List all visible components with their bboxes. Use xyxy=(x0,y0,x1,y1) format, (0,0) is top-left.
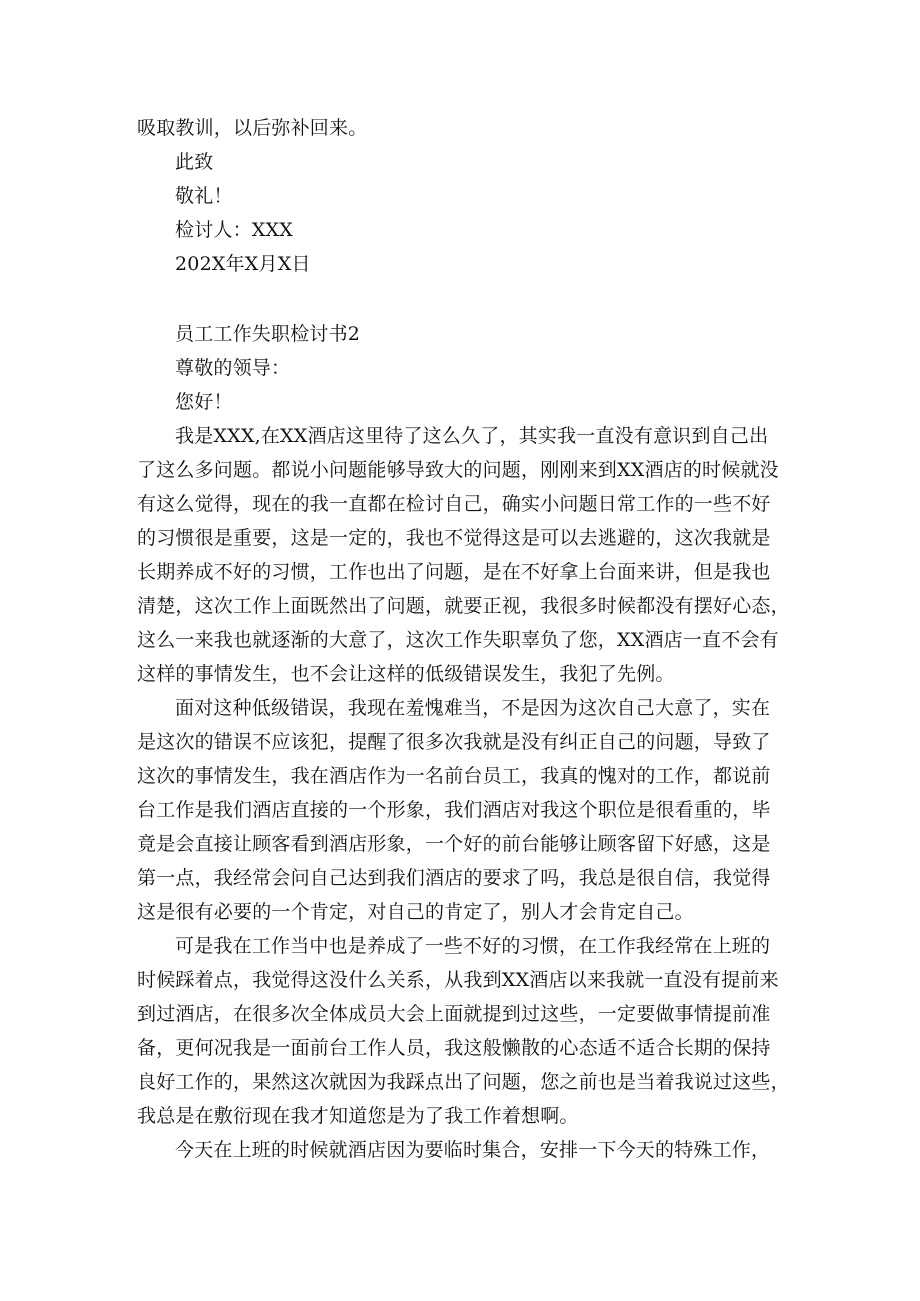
section-title: 员工工作失职检讨书2 xyxy=(175,323,361,345)
paragraph-2-line-3: 这次的事情发生，我在酒店作为一名前台员工，我真的愧对的工作，都说前 xyxy=(137,765,771,787)
paragraph-1-line-8: 这样的事情发生，也不会让这样的低级错误发生，我犯了先例。 xyxy=(137,663,675,685)
closing-line-1: 吸取教训，以后弥补回来。 xyxy=(137,117,368,139)
closing-line-3: 敬礼！ xyxy=(175,185,233,207)
paragraph-3-line-1: 可是我在工作当中也是养成了一些不好的习惯，在工作我经常在上班的 xyxy=(175,935,771,957)
signature-line: 检讨人：XXX xyxy=(175,219,293,241)
paragraph-2-line-6: 第一点，我经常会问自己达到我们酒店的要求了吗，我总是很自信，我觉得 xyxy=(137,867,771,889)
paragraph-3-line-5: 良好工作的，果然这次就因为我踩点出了问题，您之前也是当着我说过这些， xyxy=(137,1071,790,1093)
salutation: 尊敬的领导： xyxy=(175,357,291,379)
closing-line-2: 此致 xyxy=(175,151,214,173)
paragraph-3-line-2: 时候踩着点，我觉得这没什么关系，从我到XX酒店以来我就一直没有提前来 xyxy=(137,969,779,991)
paragraph-1-line-1: 我是XXX,在XX酒店这里待了这么久了，其实我一直没有意识到自己出 xyxy=(175,425,769,447)
paragraph-1-line-3: 有这么觉得，现在的我一直都在检讨自己，确实小问题日常工作的一些不好 xyxy=(137,493,771,515)
paragraph-2-line-4: 台工作是我们酒店直接的一个形象，我们酒店对我这个职位是很看重的，毕 xyxy=(137,799,771,821)
paragraph-1-line-6: 清楚，这次工作上面既然出了问题，就要正视，我很多时候都没有摆好心态， xyxy=(137,595,790,617)
paragraph-3-line-4: 备，更何况我是一面前台工作人员，我这般懒散的心态适不适合长期的保持 xyxy=(137,1037,771,1059)
paragraph-1-line-5: 长期养成不好的习惯，工作也出了问题，是在不好拿上台面来讲，但是我也 xyxy=(137,561,771,583)
greeting: 您好！ xyxy=(175,391,233,413)
paragraph-1-line-2: 了这么多问题。都说小问题能够导致大的问题，刚刚来到XX酒店的时候就没 xyxy=(137,459,779,481)
paragraph-4-line-1: 今天在上班的时候就酒店因为要临时集合，安排一下今天的特殊工作， xyxy=(175,1139,771,1161)
paragraph-3-line-6: 我总是在敷衍现在我才知道您是为了我工作着想啊。 xyxy=(137,1105,579,1127)
paragraph-1-line-7: 这么一来我也就逐渐的大意了，这次工作失职辜负了您，XX酒店一直不会有 xyxy=(137,629,779,651)
paragraph-2-line-5: 竟是会直接让顾客看到酒店形象，一个好的前台能够让顾客留下好感，这是 xyxy=(137,833,771,855)
paragraph-2-line-2: 是这次的错误不应该犯，提醒了很多次我就是没有纠正自己的问题，导致了 xyxy=(137,731,771,753)
paragraph-3-line-3: 到过酒店，在很多次全体成员大会上面就提到过这些，一定要做事情提前准 xyxy=(137,1003,771,1025)
paragraph-1-line-4: 的习惯很是重要，这是一定的，我也不觉得这是可以去逃避的，这次我就是 xyxy=(137,527,771,549)
paragraph-2-line-7: 这是很有必要的一个肯定，对自己的肯定了，别人才会肯定自己。 xyxy=(137,901,694,923)
paragraph-2-line-1: 面对这种低级错误，我现在羞愧难当，不是因为这次自己大意了，实在 xyxy=(175,697,771,719)
date-line: 202X年X月X日 xyxy=(175,253,311,275)
